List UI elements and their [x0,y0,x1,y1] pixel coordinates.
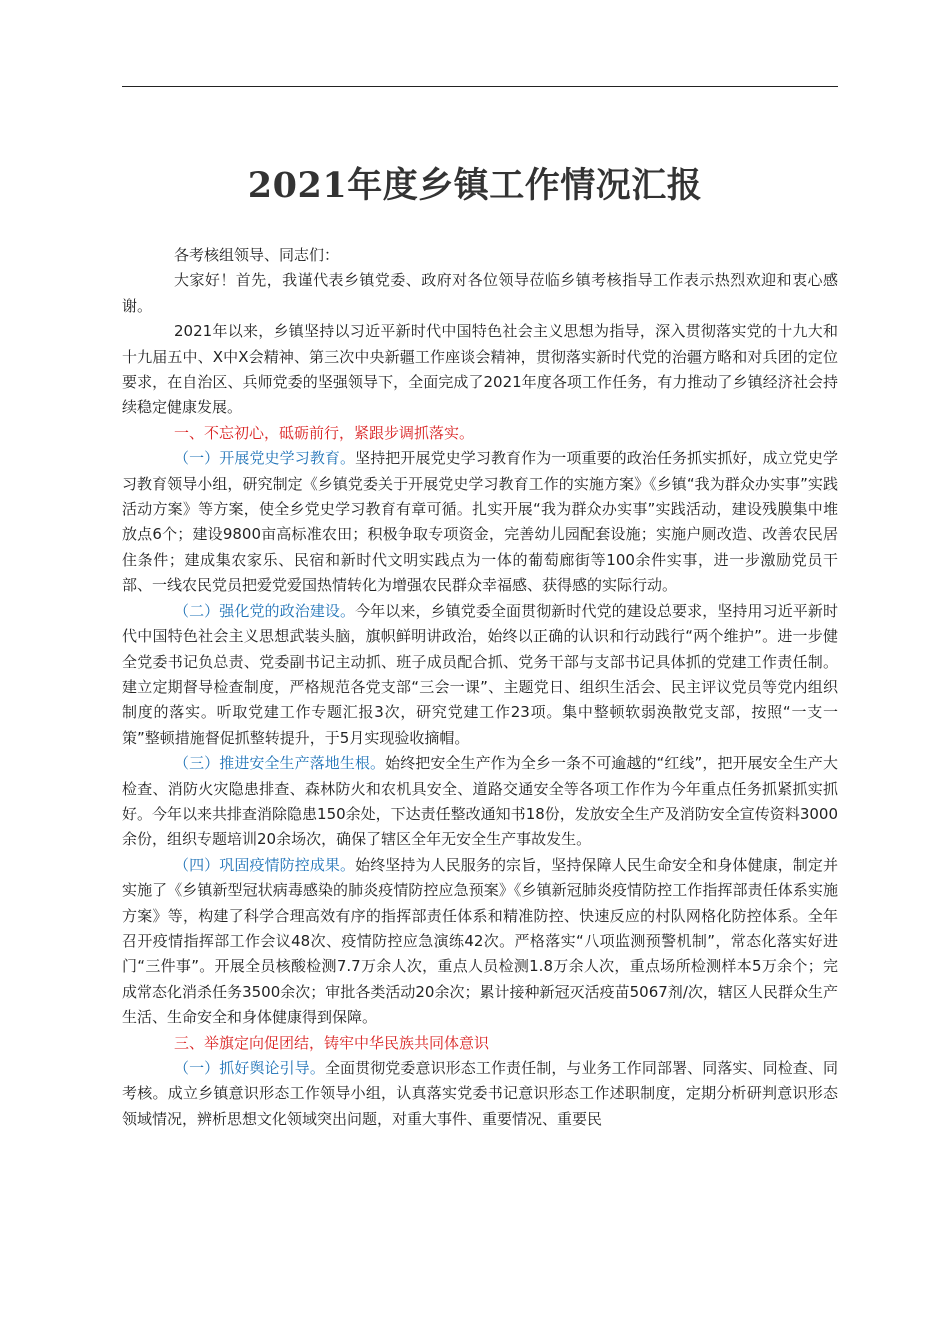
section-1-item-1-heading: （一）开展党史学习教育。 [174,449,356,468]
section-3-heading: 三、举旗定向促团结，铸牢中华民族共同体意识 [174,1033,490,1052]
section-1-item-2-body: 今年以来，乡镇党委全面贯彻新时代党的建设总要求，坚持用习近平新时代中国特色社会主义思想武装头脑，旗帜鲜明讲政治，始终以正确的认识和行动践行“两个维护”。进一步健全党委书记负总责、党委副书记主动抓、班子成员配合抓、党务干部与支部书记具体抓的党建工作责任制。建立定期督导检查制度，严格规范各党支部“三会一课”、主题党日、组织生活会、民主评议党员等党内组织制度的落实。听取党建工作专题汇报3次，研究党建工作23项。集中整顿软弱涣散党支部，按照“一支一策”整顿措施督促抓整转提升，于5月实现验收摘帽。 [122,601,838,747]
section-3-item-1 [122,1056,838,1132]
section-3-item-1-body: 全面贯彻党委意识形态工作责任制，与业务工作同部署、同落实、同检查、同考核。成立乡镇意识形态工作领导小组，认真落实党委书记意识形态工作述职制度，定期分析研判意识形态领域情况，辨析思想文化领域突出问题，对重大事件、重要情况、重要民 [122,1059,838,1128]
section-1-item-3-heading: （三）推进安全生产落地生根。 [174,754,386,773]
section-1-item-1 [122,446,838,598]
intro-paragraph: 2021年以来，乡镇坚持以习近平新时代中国特色社会主义思想为指导，深入贯彻落实党的十九大和十九届五中、X中X会精神、第三次中央新疆工作座谈会精神，贯彻落实新时代党的治疆方略和对兵团的定位要求，在自治区、兵师党委的坚强领导下，全面完成了2021年度各项工作任务，有力推动了乡镇经济社会持续稳定健康发展。 [122,322,838,417]
section-1-heading: 一、不忘初心，砥砺前行，紧跟步调抓落实。 [174,423,475,442]
document-title: 2021年度乡镇工作情况汇报 [247,165,703,206]
section-1-item-3 [122,751,838,853]
salutation: 各考核组领导、同志们： [174,246,340,264]
section-1-item-2-heading: （二）强化党的政治建设。 [174,601,356,620]
section-1-item-3-body: 始终把安全生产作为全乡一条不可逾越的“红线”，把开展安全生产大检查、消防火灾隐患排查、森林防火和农机具安全、道路交通安全等各项工作作为今年重点任务抓紧抓实抓好。今年以来共排查消除隐患150余处，下达责任整改通知书18份，发放安全生产及消防安全宣传资料3000余份，组织专题培训20余场次，确保了辖区全年无安全生产事故发生。 [122,754,838,849]
document-body [122,243,838,1132]
greeting-paragraph: 大家好！首先，我谨代表乡镇党委、政府对各位领导莅临乡镇考核指导工作表示热烈欢迎和衷心感谢。 [122,271,838,315]
section-1-item-1-body: 坚持把开展党史学习教育作为一项重要的政治任务抓实抓好，成立党史学习教育领导小组，研究制定《乡镇党委关于开展党史学习教育工作的实施方案》《乡镇“我为群众办实事”实践活动方案》等方案，使全乡党史学习教育有章可循。扎实开展“我为群众办实事”实践活动，建设残膜集中堆放点6个；建设9800亩高标准农田；积极争取专项资金，完善幼儿园配套设施；实施户厕改造、改善农民居住条件；建成集农家乐、民宿和新时代文明实践点为一体的葡萄廊街等100余件实事，进一步激励党员干部、一线农民党员把爱党爱国热情转化为增强农民群众幸福感、获得感的实际行动。 [122,449,839,595]
section-1-item-2 [122,599,838,751]
section-1-item-4-body: 始终坚持为人民服务的宗旨，坚持保障人民生命安全和身体健康，制定并实施了《乡镇新型冠状病毒感染的肺炎疫情防控应急预案》《乡镇新冠肺炎疫情防控工作指挥部责任体系实施方案》等，构建了科学合理高效有序的指挥部责任体系和精准防控、快速反应的村队网格化防控体系。全年召开疫情指挥部工作会议48次、疫情防控应急演练42次。严格落实“八项监测预警机制”，常态化落实好进门“三件事”。开展全员核酸检测7.7万余人次，重点人员检测1.8万余人次，重点场所检测样本5万余个；完成常态化消杀任务3500余次；审批各类活动20余次；累计接种新冠灭活疫苗5067剂/次，辖区人民群众生产生活、生命安全和身体健康得到保障。 [122,855,838,1027]
section-1-item-4-heading: （四）巩固疫情防控成果。 [174,855,356,874]
header-rule [122,86,838,87]
section-1-item-4 [122,853,838,1031]
section-3-item-1-heading: （一）抓好舆论引导。 [174,1059,325,1077]
